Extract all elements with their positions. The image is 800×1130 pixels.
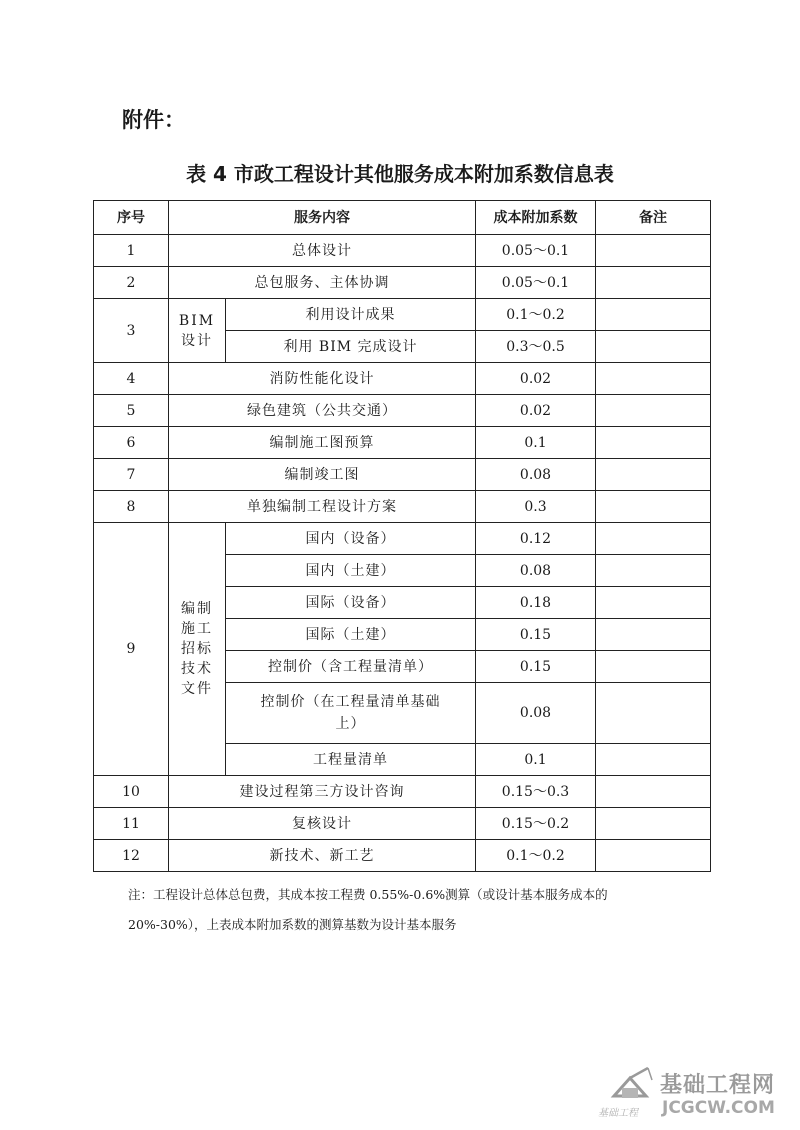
watermark-handwriting: 基础工程: [598, 1108, 638, 1119]
row-no: 10: [94, 776, 169, 808]
row-coef: 0.15～0.3: [476, 776, 596, 808]
row-no: 8: [94, 491, 169, 523]
row-content-line: 上）: [335, 716, 366, 732]
row-content: 国内（土建）: [226, 555, 476, 587]
row-coef: 0.08: [476, 555, 596, 587]
row-remark: [596, 523, 711, 555]
table-row: [94, 235, 711, 267]
row-no: 5: [94, 395, 169, 427]
note-line: 注：工程设计总体总包费，其成本按工程费 0.55%-0.6%测算（或设计基本服务成本的: [128, 887, 608, 902]
row-no: 12: [94, 840, 169, 872]
row-content: 编制施工图预算: [169, 427, 476, 459]
row-remark: [596, 363, 711, 395]
group-label-line: BIM: [178, 312, 216, 329]
row-coef: 0.08: [476, 683, 596, 744]
row-content: 总包服务、主体协调: [169, 267, 476, 299]
note-line: 20%-30%），上表成本附加系数的测算基数为设计基本服务: [128, 917, 457, 932]
row-coef: 0.15: [476, 651, 596, 683]
row-content: 消防性能化设计: [169, 363, 476, 395]
row-remark: [596, 299, 711, 331]
table-row: [94, 299, 711, 331]
row-no: 1: [94, 235, 169, 267]
table-title: 表 4 市政工程设计其他服务成本附加系数信息表: [186, 162, 614, 186]
table-row: [94, 459, 711, 491]
row-content: 编制竣工图: [169, 459, 476, 491]
row-content: 控制价（含工程量清单）: [226, 651, 476, 683]
row-remark: [596, 744, 711, 776]
row-no: 6: [94, 427, 169, 459]
group-label-line: 招标: [181, 641, 213, 657]
row-coef: 0.1: [476, 427, 596, 459]
row-content: 绿色建筑（公共交通）: [169, 395, 476, 427]
row-no: 4: [94, 363, 169, 395]
watermark-url: JCGCW.COM: [662, 1098, 775, 1118]
row-remark: [596, 776, 711, 808]
row-content: 国际（设备）: [226, 587, 476, 619]
row-coef: 0.08: [476, 459, 596, 491]
row-remark: [596, 619, 711, 651]
row-remark: [596, 555, 711, 587]
table-row: [94, 808, 711, 840]
row-remark: [596, 587, 711, 619]
row-no: 11: [94, 808, 169, 840]
row-remark: [596, 267, 711, 299]
header-remark: 备注: [596, 201, 711, 235]
table-row: [94, 491, 711, 523]
row-remark: [596, 491, 711, 523]
row-remark: [596, 651, 711, 683]
row-content: 工程量清单: [226, 744, 476, 776]
table-row: [94, 523, 711, 555]
row-coef: 0.18: [476, 587, 596, 619]
table-row: [94, 363, 711, 395]
row-coef: 0.15: [476, 619, 596, 651]
group-label-line: 设计: [181, 332, 213, 349]
header-no: 序号: [94, 201, 169, 235]
group-label-line: 编制: [181, 601, 213, 617]
row-content: 利用设计成果: [226, 299, 476, 331]
row-remark: [596, 683, 711, 744]
row-no: 2: [94, 267, 169, 299]
row-no: 3: [94, 299, 169, 363]
table-row: [94, 427, 711, 459]
group-label-line: 文件: [181, 681, 213, 697]
row-content: 总体设计: [169, 235, 476, 267]
row-remark: [596, 331, 711, 363]
row-no: 7: [94, 459, 169, 491]
table-row: [94, 840, 711, 872]
row-coef: 0.1～0.2: [476, 299, 596, 331]
row-remark: [596, 395, 711, 427]
row-content: 新技术、新工艺: [169, 840, 476, 872]
attachment-label: 附件：: [122, 108, 185, 132]
watermark-logo: [598, 1066, 788, 1122]
row-content: 利用 BIM 完成设计: [226, 331, 476, 363]
row-content-line: 控制价（在工程量清单基础: [260, 694, 441, 710]
row-coef: 0.05～0.1: [476, 235, 596, 267]
row-no: 9: [94, 523, 169, 776]
row-coef: 0.3: [476, 491, 596, 523]
house-crane-icon: [608, 1066, 656, 1102]
row-coef: 0.3～0.5: [476, 331, 596, 363]
row-coef: 0.02: [476, 363, 596, 395]
row-content: 复核设计: [169, 808, 476, 840]
header-content: 服务内容: [169, 201, 476, 235]
row-coef: 0.02: [476, 395, 596, 427]
row-coef: 0.15～0.2: [476, 808, 596, 840]
row-coef: 0.1～0.2: [476, 840, 596, 872]
row-coef: 0.05～0.1: [476, 267, 596, 299]
table-note: [128, 880, 708, 940]
row-group-label: [169, 523, 226, 776]
table-row: [94, 267, 711, 299]
row-content: 建设过程第三方设计咨询: [169, 776, 476, 808]
row-content: [226, 683, 476, 744]
table-row: [94, 395, 711, 427]
header-coef: 成本附加系数: [476, 201, 596, 235]
coefficient-table: [93, 200, 711, 872]
row-content: 国内（设备）: [226, 523, 476, 555]
row-coef: 0.12: [476, 523, 596, 555]
row-remark: [596, 235, 711, 267]
row-group-label: [169, 299, 226, 363]
row-coef: 0.1: [476, 744, 596, 776]
table-row: [94, 776, 711, 808]
header-row: [94, 201, 711, 235]
watermark-title: 基础工程网: [660, 1073, 776, 1098]
row-remark: [596, 459, 711, 491]
row-remark: [596, 840, 711, 872]
group-label-line: 施工: [181, 621, 213, 637]
row-content: 国际（土建）: [226, 619, 476, 651]
row-remark: [596, 808, 711, 840]
row-remark: [596, 427, 711, 459]
group-label-line: 技术: [181, 661, 213, 677]
row-content: 单独编制工程设计方案: [169, 491, 476, 523]
